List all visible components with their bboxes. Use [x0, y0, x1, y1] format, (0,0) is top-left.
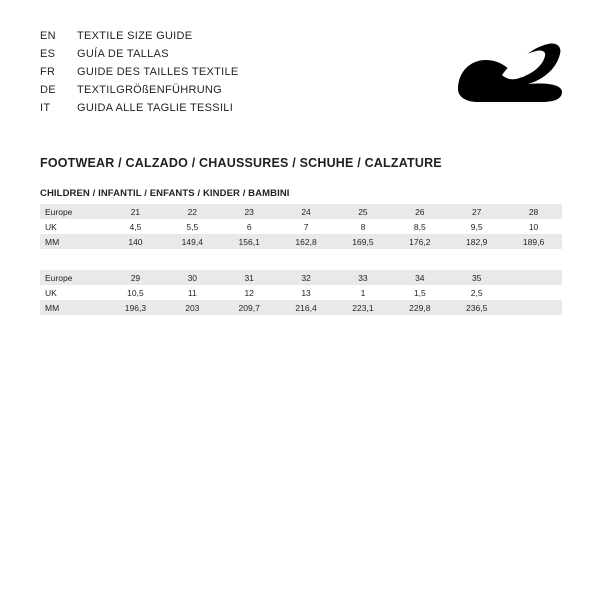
- table-cell-empty: [505, 270, 562, 285]
- table-cell: 29: [107, 270, 164, 285]
- table-cell: 236,5: [448, 300, 505, 315]
- language-row-en: [40, 30, 370, 48]
- table-cell: 26: [391, 204, 448, 219]
- table-cell: 1,5: [391, 285, 448, 300]
- language-row-es: [40, 48, 370, 66]
- table-cell: 4,5: [107, 219, 164, 234]
- table-cell: 169,5: [335, 234, 392, 249]
- table-cell: 8,5: [391, 219, 448, 234]
- language-label: TEXTILE SIZE GUIDE: [77, 30, 193, 42]
- table-cell: 203: [164, 300, 221, 315]
- language-code: FR: [40, 66, 56, 78]
- table-cell: 209,7: [221, 300, 278, 315]
- table-cell: 28: [505, 204, 562, 219]
- table-cell: 27: [448, 204, 505, 219]
- table-cell: 32: [278, 270, 335, 285]
- section-title: FOOTWEAR / CALZADO / CHAUSSURES / SCHUHE / CALZATURE: [40, 156, 442, 170]
- table-cell: 11: [164, 285, 221, 300]
- table-row: [40, 285, 562, 300]
- table-row: [40, 300, 562, 315]
- table-row: [40, 219, 562, 234]
- table-cell: 22: [164, 204, 221, 219]
- table-cell-empty: [505, 285, 562, 300]
- table-cell: 24: [278, 204, 335, 219]
- row-label: MM: [40, 300, 107, 315]
- row-label: UK: [40, 219, 107, 234]
- table-cell: 189,6: [505, 234, 562, 249]
- row-label: UK: [40, 285, 107, 300]
- shoe-icon: [456, 42, 564, 104]
- table-cell: 156,1: [221, 234, 278, 249]
- table-cell: 34: [391, 270, 448, 285]
- language-code: ES: [40, 48, 56, 60]
- table-cell: 7: [278, 219, 335, 234]
- table-cell: 10,5: [107, 285, 164, 300]
- table-cell-empty: [505, 300, 562, 315]
- table-cell: 162,8: [278, 234, 335, 249]
- language-row-fr: [40, 66, 370, 84]
- table-cell: 1: [335, 285, 392, 300]
- table-cell: 140: [107, 234, 164, 249]
- table-cell: 30: [164, 270, 221, 285]
- row-label: Europe: [40, 204, 107, 219]
- row-label: Europe: [40, 270, 107, 285]
- table-row: [40, 204, 562, 219]
- table-cell: 229,8: [391, 300, 448, 315]
- language-label: TEXTILGRÖßENFÜHRUNG: [77, 84, 223, 96]
- table-cell: 31: [221, 270, 278, 285]
- table-row: [40, 270, 562, 285]
- language-code: EN: [40, 30, 56, 42]
- size-table-second: [40, 270, 562, 315]
- table-cell: 12: [221, 285, 278, 300]
- language-label: GUIDE DES TAILLES TEXTILE: [77, 66, 239, 78]
- table-cell: 21: [107, 204, 164, 219]
- section-subtitle: CHILDREN / INFANTIL / ENFANTS / KINDER / BAMBINI: [40, 188, 290, 199]
- language-row-de: [40, 84, 370, 102]
- table-row: [40, 234, 562, 249]
- table-cell: 2,5: [448, 285, 505, 300]
- size-table-first: [40, 204, 562, 249]
- table-cell: 216,4: [278, 300, 335, 315]
- table-cell: 6: [221, 219, 278, 234]
- table-cell: 8: [335, 219, 392, 234]
- language-code: IT: [40, 102, 51, 114]
- table-cell: 25: [335, 204, 392, 219]
- table-cell: 223,1: [335, 300, 392, 315]
- language-label: GUIDA ALLE TAGLIE TESSILI: [77, 102, 234, 114]
- language-label: GUÍA DE TALLAS: [77, 48, 169, 60]
- table-cell: 176,2: [391, 234, 448, 249]
- language-row-it: [40, 102, 370, 120]
- table-cell: 196,3: [107, 300, 164, 315]
- table-cell: 10: [505, 219, 562, 234]
- table-cell: 149,4: [164, 234, 221, 249]
- table-cell: 182,9: [448, 234, 505, 249]
- table-cell: 23: [221, 204, 278, 219]
- table-cell: 5,5: [164, 219, 221, 234]
- table-cell: 13: [278, 285, 335, 300]
- table-cell: 9,5: [448, 219, 505, 234]
- language-list: [40, 30, 370, 120]
- table-cell: 35: [448, 270, 505, 285]
- language-code: DE: [40, 84, 56, 96]
- table-cell: 33: [335, 270, 392, 285]
- row-label: MM: [40, 234, 107, 249]
